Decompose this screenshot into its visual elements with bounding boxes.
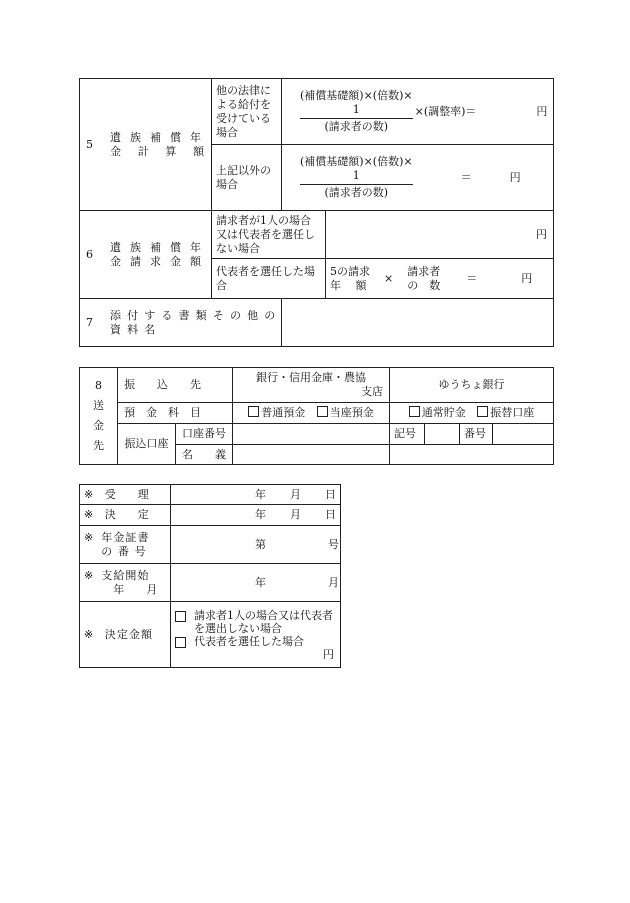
kettei-month: 月 [290, 508, 301, 521]
shousho-gou: 号 [328, 537, 339, 551]
row6-case2-b2: の 数 [407, 278, 441, 292]
account-number-field[interactable] [233, 424, 390, 445]
branch-label: 支店 [361, 385, 383, 398]
row5-case1-label: 他の法律による給付を受けている場合 [212, 79, 282, 145]
meigi-field[interactable] [233, 445, 390, 465]
row7-label-line2: 資 料 名 [110, 322, 157, 336]
row6-case2-equals: ＝ [466, 271, 478, 285]
row6-case2-label: 代表者を選任した場合 [212, 259, 326, 299]
kettei-year: 年 [255, 508, 266, 521]
kingaku-opt2-label: 代表者を選任した場合 [194, 634, 304, 648]
futsuu-checkbox[interactable] [248, 406, 259, 417]
row6-label [80, 211, 212, 299]
juri-year: 年 [255, 487, 266, 501]
remittance-table [79, 367, 554, 465]
row5-case1-formula [282, 79, 554, 145]
row5-case2-denominator: (請求者の数) [324, 186, 389, 199]
kingaku-text: 決定金額 [104, 627, 154, 641]
row7-number: 7 [86, 315, 93, 329]
kaishi-year: 年 [255, 575, 266, 589]
kigou-field[interactable] [425, 424, 460, 445]
yucho-bank-label: ゆうちょ銀行 [390, 368, 554, 403]
remittance-side-1: 送 [93, 399, 104, 412]
kettei-text: 決 定 [104, 508, 149, 521]
row5-case2-formula [282, 145, 554, 211]
bangou-field[interactable] [460, 424, 554, 445]
row6-case2-formula [326, 259, 554, 299]
kigou-label: 記号 [390, 424, 425, 445]
row6-case2-a1: 5の請求 [330, 264, 370, 278]
row5-number: 5 [86, 137, 93, 151]
bank-name-field[interactable] [233, 368, 390, 403]
juri-month: 月 [290, 487, 301, 501]
tsuujou-checkbox[interactable] [409, 406, 420, 417]
kingaku-opt2-checkbox[interactable] [175, 637, 186, 648]
touza-checkbox[interactable] [317, 406, 328, 417]
row6-case2-a2: 年 額 [330, 278, 367, 292]
row6-case1-amount[interactable] [326, 211, 554, 259]
juri-mark: ※ [84, 487, 94, 501]
yucho-account-type-options [390, 403, 554, 424]
furikomi-kouza-label: 振込口座 [118, 424, 176, 465]
row5-case2-top: (補償基礎額)×(倍数)× [300, 155, 413, 168]
row6-case1-label: 請求者が1人の場合又は代表者を選任しない場合 [212, 211, 326, 259]
row5-case1-top: (補償基礎額)×(倍数)× [300, 89, 413, 102]
kaishi-mark: ※ [84, 568, 94, 582]
kaishi-line2: 年 月 [113, 582, 158, 596]
remittance-number: 8 [95, 379, 102, 392]
account-number-label: 口座番号 [176, 424, 233, 445]
shousho-line2: の 番 号 [101, 544, 147, 558]
juri-text: 受 理 [104, 487, 149, 501]
kingaku-opt1-checkbox[interactable] [175, 611, 186, 622]
furikomisaki-label: 振 込 先 [118, 368, 233, 403]
kaishi-line1: 支給開始 [101, 568, 150, 582]
kingaku-opt1-label: 請求者1人の場合又は代表者を選出しない場合 [194, 608, 333, 635]
shousho-mark: ※ [84, 530, 94, 544]
row7-label-line1: 添 付 す る 書 類 そ の 他 の [110, 308, 277, 322]
kaishi-month: 月 [328, 575, 339, 589]
shousho-dai: 第 [255, 537, 266, 551]
remittance-side-2: 金 [93, 419, 104, 432]
bank-type-label: 銀行・信用金庫・農協 [256, 371, 366, 384]
futsuu-label: 普通預金 [261, 406, 306, 419]
row5-case2-equals: ＝ [460, 170, 472, 184]
row5-label-line1: 遺 族 補 償 年 [110, 130, 204, 144]
shousho-line1: 年金証書 [101, 530, 150, 544]
kaishi-date-field[interactable] [171, 564, 341, 602]
kingaku-label [80, 602, 171, 668]
kettei-day: 日 [325, 508, 336, 521]
row6-case2-b1: 請求者 [407, 264, 441, 278]
remittance-side-3: 先 [93, 439, 104, 452]
row6-number: 6 [86, 247, 93, 261]
office-use-table [79, 484, 341, 668]
kettei-mark: ※ [84, 508, 94, 521]
juri-label [80, 485, 171, 505]
row6-label-line2: 金 請 求 金 額 [110, 254, 204, 268]
row6-case2-times: × [384, 271, 394, 285]
meigi-field-extra[interactable] [390, 445, 554, 465]
touza-label: 当座預金 [329, 406, 374, 419]
furikae-label: 振替口座 [490, 406, 535, 419]
kaishi-label [80, 564, 171, 602]
tsuujou-label: 通常貯金 [421, 406, 466, 419]
juri-day: 日 [325, 487, 336, 501]
row5-case1-denominator: (請求者の数) [324, 120, 389, 133]
kingaku-mark: ※ [84, 627, 94, 641]
shousho-number-field[interactable] [171, 526, 341, 564]
row5-case1-yen: 円 [536, 104, 548, 118]
kettei-date-field[interactable] [171, 505, 341, 526]
bangou-label: 番号 [464, 427, 486, 440]
row7-label [80, 299, 282, 347]
account-type-label: 預 金 科 目 [118, 403, 233, 424]
row6-label-line1: 遺 族 補 償 年 [110, 240, 204, 254]
kettei-label [80, 505, 171, 526]
row5-case2-label: 上記以外の場合 [212, 145, 282, 211]
remittance-side-label [80, 368, 118, 465]
row5-case1-one: 1 [352, 103, 360, 116]
furikae-checkbox[interactable] [477, 406, 488, 417]
kingaku-yen: 円 [323, 647, 334, 661]
row5-case1-rate: ×(調整率)＝ [414, 104, 477, 118]
bank-account-type-options [233, 403, 390, 424]
row5-label [80, 79, 212, 211]
shousho-label [80, 526, 171, 564]
meigi-label: 名 義 [176, 445, 233, 465]
juri-date-field[interactable] [171, 485, 341, 505]
row7-value[interactable] [282, 299, 554, 347]
compensation-calc-table [79, 78, 554, 347]
row6-case1-yen: 円 [536, 227, 548, 241]
kingaku-field [171, 602, 341, 668]
row5-case2-one: 1 [352, 169, 360, 182]
row6-case2-yen: 円 [521, 271, 533, 285]
row5-label-line2: 金 計 算 額 [110, 144, 211, 158]
row5-case2-yen: 円 [509, 170, 521, 184]
